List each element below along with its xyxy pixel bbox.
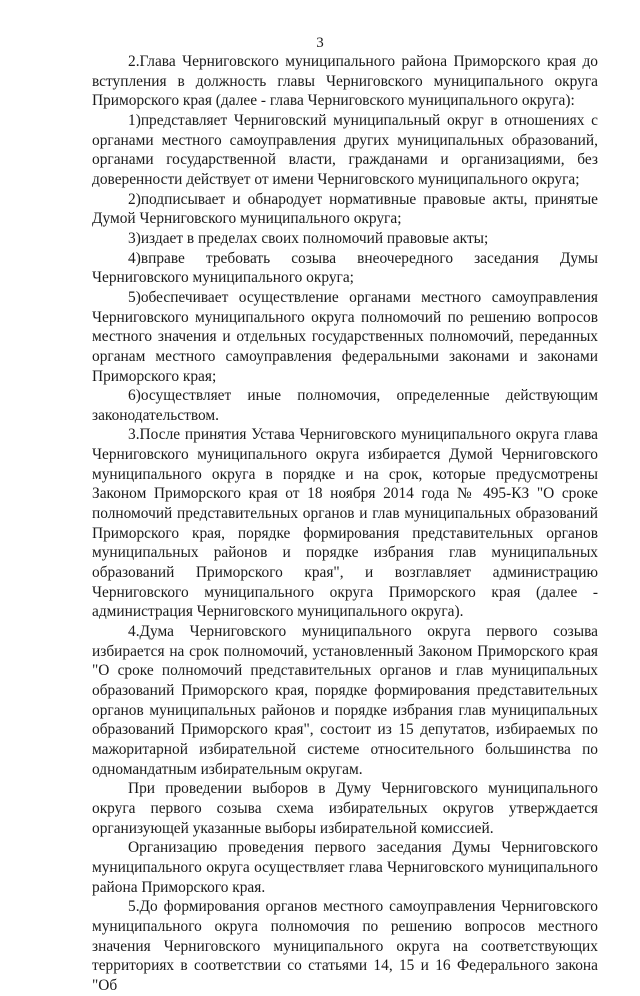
- paragraph-item-2: 2)подписывает и обнародует нормативные правовые акты, принятые Думой Черниговского муниципального округа;: [92, 190, 598, 228]
- paragraph-section-3: 3.После принятия Устава Черниговского муниципального округа глава Черниговского муниципального округа избирается Думой Черниговского муниципального округа в порядке и на срок, которые предусмотрены Законом Приморского края от 18 ноября 2014 года № 495-КЗ "О сроке полномочий представительных органов и глав муниципальных образований Приморского края, порядке формирования представительных органов муниципальных районов и порядке избрания глав муниципальных образований Приморского края", и возглавляет администрацию Черниговского муниципального округа Приморского края (далее - администрация Черниговского муниципального округа).: [92, 426, 598, 621]
- paragraph-item-3: 3)издает в пределах своих полномочий правовые акты;: [128, 229, 489, 247]
- paragraph-first-session: Организацию проведения первого заседания Думы Черниговского муниципального округа осуществляет глава Черниговского муниципального района Приморского края.: [92, 839, 598, 896]
- page-number: 3: [316, 35, 324, 51]
- document-body: [92, 52, 598, 996]
- paragraph-item-5: 5)обеспечивает осуществление органами местного самоуправления Черниговского муниципального округа полномочий по решению вопросов местного значения и отдельных государственных полномочий, переданных органам местного самоуправления федеральными законами и законами Приморского края;: [92, 288, 598, 385]
- paragraph-section-4: 4.Дума Черниговского муниципального округа первого созыва избирается на срок полномочий, установленный Законом Приморского края "О сроке полномочий представительных органов и глав муниципальных образований Приморского края, порядке формирования представительных органов муниципальных районов и порядке избрания глав муниципальных образований Приморского края", состоит из 15 депутатов, избираемых по мажоритарной избирательной системе относительного большинства по одномандатным избирательным округам.: [92, 623, 598, 778]
- paragraph-elections: При проведении выборов в Думу Черниговского муниципального округа первого созыва схема избирательных округов утверждается организующей указанные выборы избирательной комиссией.: [92, 780, 598, 837]
- paragraph-item-4: 4)вправе требовать созыва внеочередного заседания Думы Черниговского муниципального округа;: [92, 249, 598, 287]
- paragraph-section-5: 5.До формирования органов местного самоуправления Черниговского муниципального округа полномочия по решению вопросов местного значения Черниговского муниципального округа на соответствующих территориях в соответствии со статьями 14, 15 и 16 Федерального закона "Об: [92, 898, 598, 994]
- paragraph-item-6: 6)осуществляет иные полномочия, определенные действующим законодательством.: [92, 387, 598, 424]
- paragraph-item-1: 1)представляет Черниговский муниципальный округ в отношениях с органами местного самоуправления других муниципальных образований, органами государственной власти, гражданами и организациями, без доверенности действует от имени Черниговского муниципального округа;: [92, 111, 598, 188]
- paragraph-section-2: 2.Глава Черниговского муниципального района Приморского края до вступления в должность главы Черниговского муниципального округа Приморского края (далее - глава Черниговского муниципального округа):: [92, 53, 598, 110]
